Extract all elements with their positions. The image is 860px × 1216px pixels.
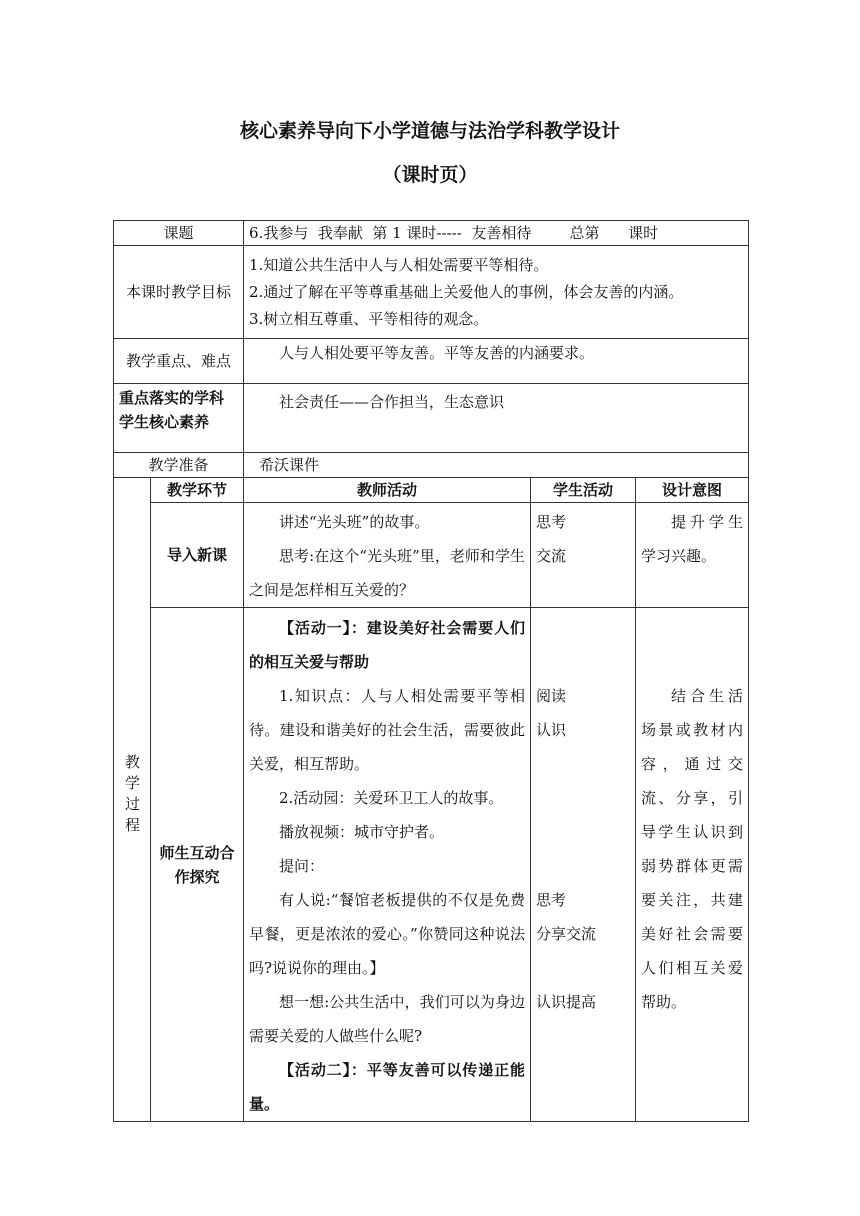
topic-row	[114, 221, 749, 246]
header-stage: 教学环节	[151, 478, 244, 503]
header-teacher: 教师活动	[244, 478, 531, 503]
intro-row	[114, 503, 749, 608]
explore-row	[114, 608, 749, 1122]
literacy-label: 重点落实的学科学生核心素养	[114, 384, 244, 453]
objectives-list	[244, 246, 749, 339]
objective-item: 3.树立相互尊重、平等相待的观念。	[249, 310, 489, 328]
intro-teacher: 讲述“光头班”的故事。 思考:在这个“光头班”里，老师和学生之间是怎样相互关爱的？	[244, 503, 531, 608]
explore-student: 阅读 认识 思考 分享交流 认识提高	[531, 608, 636, 1122]
process-label: 教学过程	[114, 478, 151, 1122]
literacy-row	[114, 384, 749, 453]
page-subtitle: （课时页）	[382, 164, 478, 186]
prep-value: 希沃课件	[244, 453, 749, 478]
explore-stage: 师生互动合作探究	[151, 608, 244, 1122]
intro-stage: 导入新课	[151, 503, 244, 608]
header-student: 学生活动	[531, 478, 636, 503]
page-title: 核心素养导向下小学道德与法治学科教学设计	[239, 120, 620, 142]
keypoints-label: 教学重点、难点	[114, 339, 244, 384]
keypoints-row	[114, 339, 749, 384]
prep-label: 教学准备	[114, 453, 244, 478]
objectives-row	[114, 246, 749, 339]
activity1-title: 【活动一】：建设美好社会需要人们的相互关爱与帮助	[249, 619, 526, 671]
objective-item: 1.知道公共生活中人与人相处需要平等相待。	[249, 256, 549, 274]
objective-item: 2.通过了解在平等尊重基础上关爱他人的事例，体会友善的内涵。	[249, 283, 684, 301]
literacy-value: 社会责任——合作担当，生态意识	[244, 384, 749, 453]
prep-row	[114, 453, 749, 478]
intro-intent: 提升学生学习兴趣。	[636, 503, 749, 608]
topic-value: 6.我参与 我奉献 第 1 课时----- 友善相待 总第 课时	[244, 221, 749, 246]
intro-student: 思考 交流	[531, 503, 636, 608]
process-header-row	[114, 478, 749, 503]
activity2-title: 【活动二】：平等友善可以传递正能量。	[249, 1061, 526, 1113]
objectives-label: 本课时教学目标	[114, 246, 244, 339]
topic-label: 课题	[114, 221, 244, 246]
header-intent: 设计意图	[636, 478, 749, 503]
explore-teacher: 【活动一】：建设美好社会需要人们的相互关爱与帮助 1.知识点：人与人相处需要平等相待。建设和谐美好的社会生活，需要彼此关爱，相互帮助。 2.活动园：关爱环卫工人的故事。 播放视频：城市守护者。 提问： 有人说:“餐馆老板提供的不仅是免费早餐，更是浓浓的爱心。”你赞同这种说法吗?说说你的理由。】 想一想:公共生活中，我们可以为身边需要关爱的人做些什么呢? 【活动二】：平等友善可以传递正能量。	[244, 608, 531, 1122]
lesson-table	[113, 220, 749, 1122]
explore-intent: 结合生活场景或教材内容，通过交流、分享，引导学生认识到弱势群体更需要关注，共建美好社会需要人们相互关爱帮助。	[636, 608, 749, 1122]
keypoints-value: 人与人相处要平等友善。平等友善的内涵要求。	[244, 339, 749, 384]
